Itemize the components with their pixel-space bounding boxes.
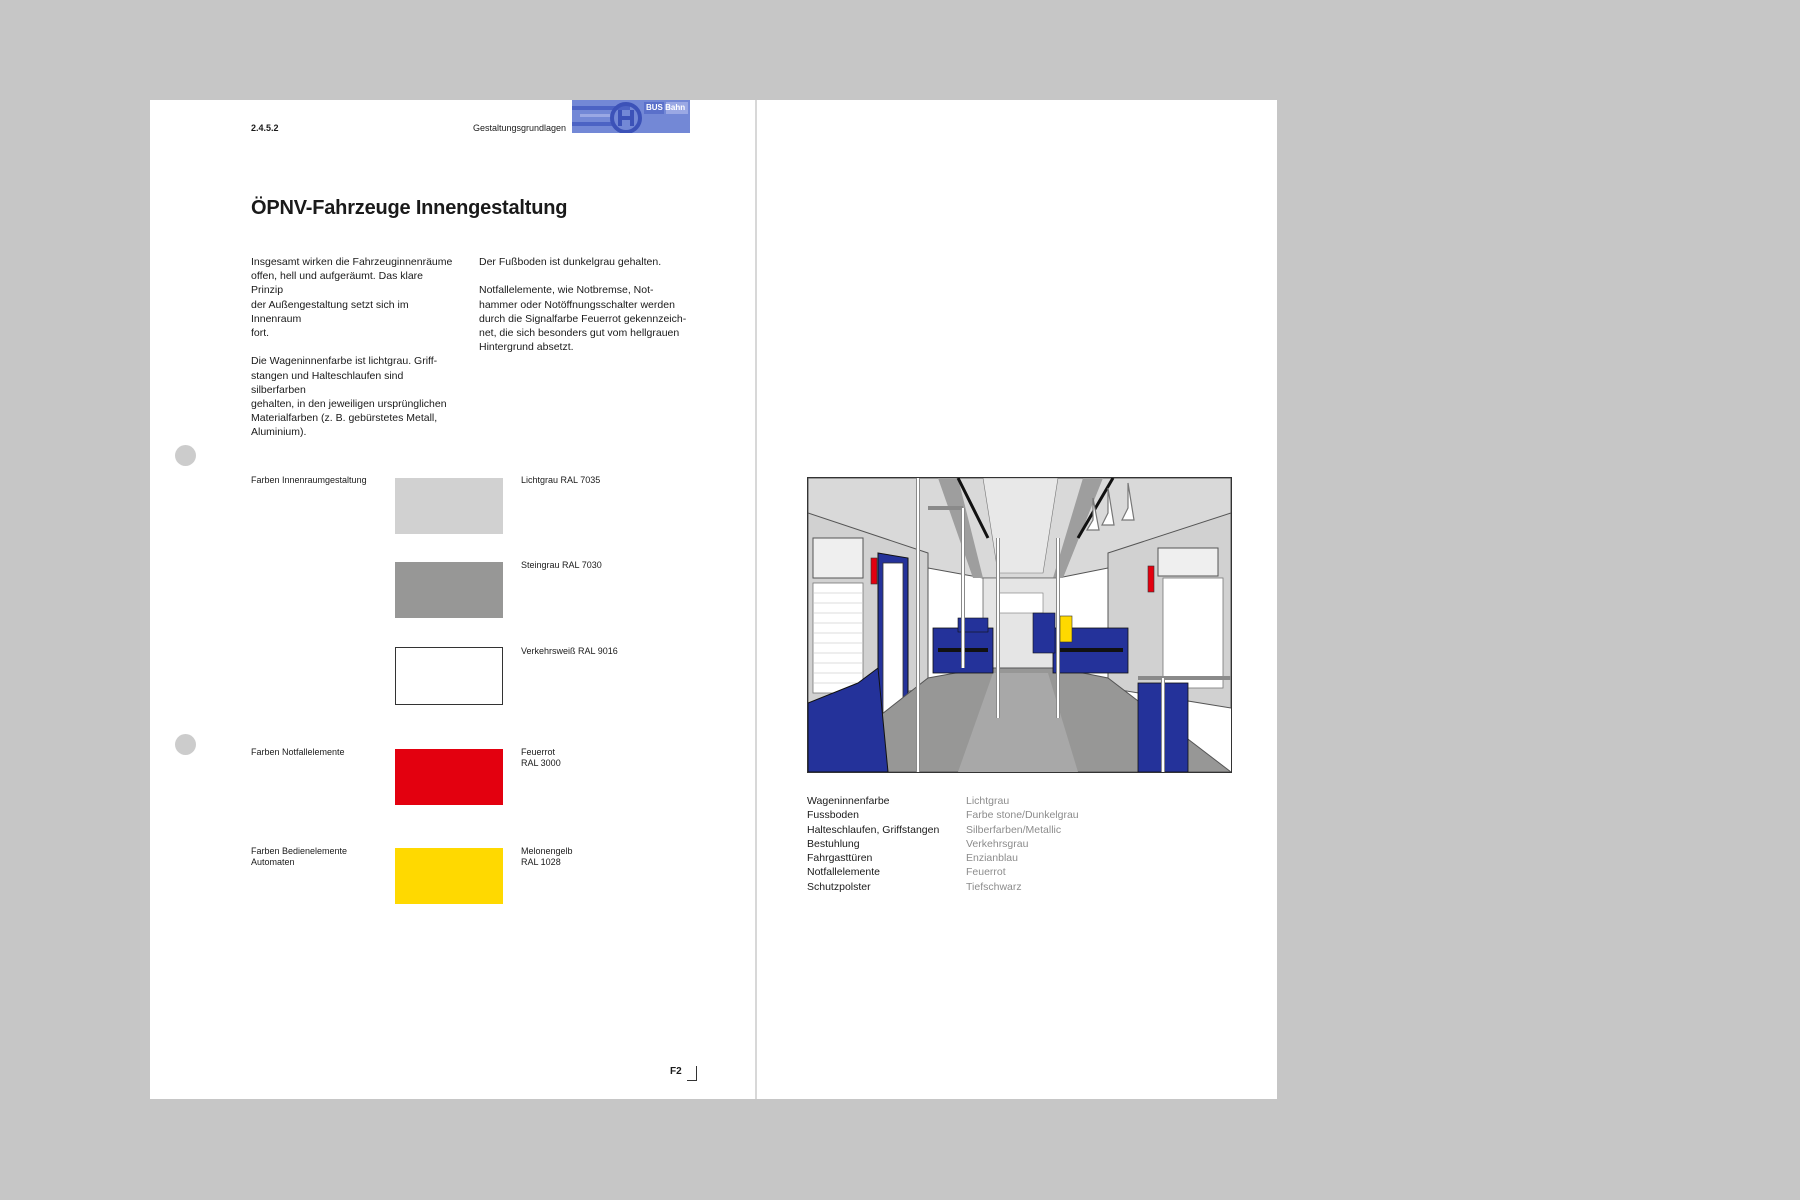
swatch-label-verkehrsweiss: Verkehrsweiß RAL 9016 (521, 646, 618, 656)
legend-element: Halteschlaufen, Griffstangen (807, 823, 940, 836)
legend-value: Lichtgrau (966, 795, 1010, 807)
intro-column-2: Der Fußboden ist dunkelgrau gehalten. Notfallelemente, wie Notbremse, Not- hammer oder Notöffnungsschalter werden durch die Signalfarbe Feuerrot gekennzeich- net, die sich besonders gut vom hellgrauen Hintergrund absetzt. (479, 256, 687, 354)
legend-value: Feuerrot (966, 866, 1006, 879)
legend-element: Wageninnenfarbe (807, 795, 890, 807)
swatch-label-lichtgrau: Lichtgrau RAL 7035 (521, 475, 601, 485)
color-legend (807, 794, 1079, 894)
legend-row (807, 880, 1079, 894)
legend-value: Tiefschwarz (966, 880, 1022, 893)
punch-hole-top (175, 445, 196, 466)
bus-interior-drawing (808, 478, 1231, 772)
punch-hole-bottom (175, 734, 196, 755)
swatch-feuerrot (395, 749, 503, 805)
right-page (757, 100, 1277, 1099)
legend-value: Silberfarben/Metallic (966, 823, 1062, 836)
legend-element: Fussboden (807, 809, 859, 822)
page-title: ÖPNV-Fahrzeuge Innengestaltung (251, 197, 568, 219)
left-page (150, 100, 755, 1099)
page-number: F2 (670, 1066, 682, 1077)
legend-element: Bestuhlung (807, 837, 860, 850)
group-label-interior: Farben Innenraumgestaltung (251, 475, 367, 485)
section-title: Gestaltungsgrundlagen (473, 123, 567, 133)
bus-bahn-logo (572, 100, 690, 133)
swatch-verkehrsweiss (395, 647, 503, 705)
legend-row (807, 823, 1079, 837)
section-number: 2.4.5.2 (251, 123, 279, 133)
logo-text: BUS Bahn (646, 103, 686, 112)
group-label-controls: Farben Bedienelemente Automaten (251, 846, 348, 867)
legend-element: Notfallelemente (807, 866, 880, 879)
legend-value: Farbe stone/Dunkelgrau (966, 809, 1079, 822)
legend-row (807, 808, 1079, 822)
legend-value: Verkehrsgrau (966, 837, 1029, 850)
legend-row (807, 837, 1079, 851)
legend-value: Enzianblau (966, 852, 1018, 865)
page-number-mark (687, 1066, 697, 1081)
bus-interior-illustration (807, 477, 1232, 773)
swatch-label-steingrau: Steingrau RAL 7030 (521, 560, 602, 570)
group-label-emergency: Farben Notfallelemente (251, 747, 345, 757)
swatch-melonengelb (395, 848, 503, 904)
legend-element: Schutzpolster (807, 880, 871, 893)
legend-row (807, 851, 1079, 865)
swatch-label-melonengelb: Melonengelb RAL 1028 (521, 846, 573, 867)
intro-column-1: Insgesamt wirken die Fahrzeuginnenräume offen, hell und aufgeräumt. Das klare Prinzip der Außengestaltung setzt sich im Innenraum fort. Die Wageninnenfarbe ist lichtgrau. Griff- stangen und Halteschlaufen sind silberfarben gehalten, in den jeweiligen ursprünglichen Materialfarben (z. B. gebürstetes Metall, Aluminium). (251, 256, 453, 439)
swatch-lichtgrau (395, 478, 503, 534)
swatch-label-feuerrot: Feuerrot RAL 3000 (521, 747, 561, 768)
legend-row (807, 794, 1079, 808)
swatch-steingrau (395, 562, 503, 618)
legend-element: Fahrgasttüren (807, 852, 873, 865)
legend-row (807, 865, 1079, 879)
